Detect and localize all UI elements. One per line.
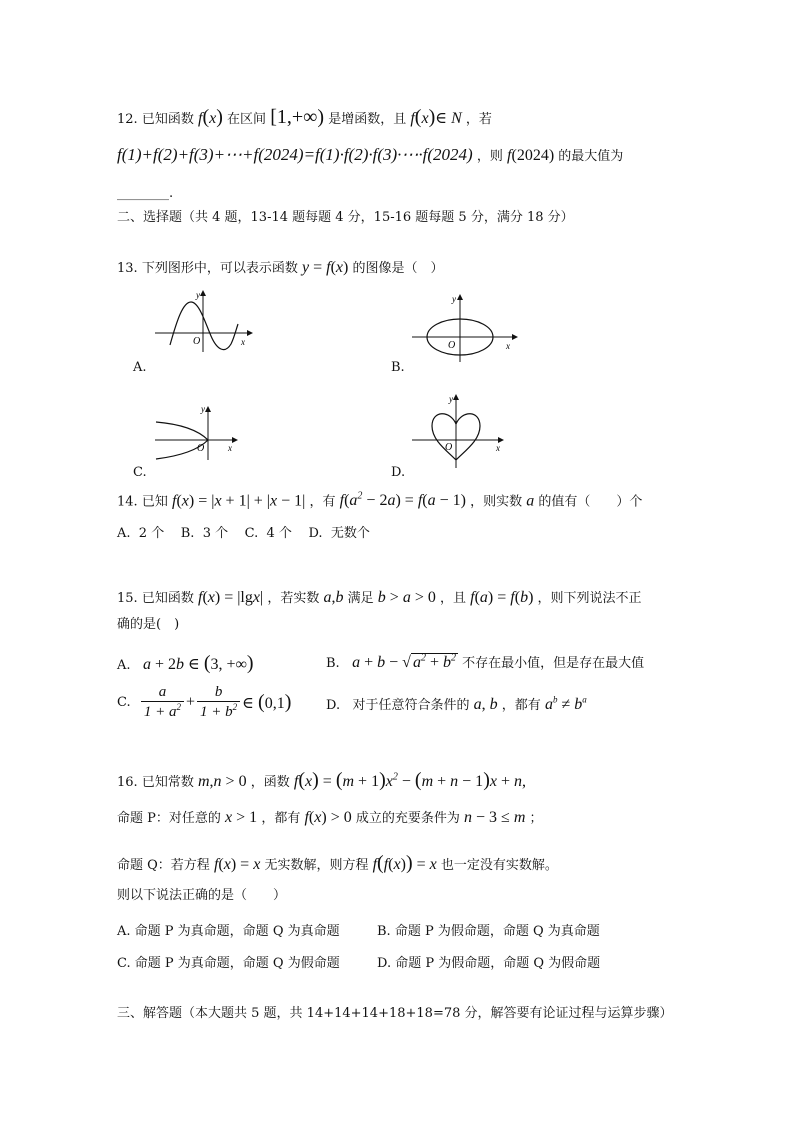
x-axis-label: x: [228, 443, 232, 453]
math-n-minus-3-le-m: n − 3 ≤ m: [464, 809, 526, 826]
q15-stem-line1: 15. 已知函数 f(x) = |lgx| ，若实数 a,b 满足 b > a > 0 ，且 f(a) = f(b) ，则下列说法不正: [117, 589, 642, 606]
math-fx-gt-0: f(x) > 0: [304, 809, 352, 826]
math-equation-a: $f(a^2 - 2a) = f(a - 1)$: [339, 491, 466, 510]
q13-option-d-label[interactable]: D.: [391, 465, 406, 480]
math-x-gt-1: x > 1: [225, 809, 258, 826]
sine-curve: [170, 302, 238, 350]
x-axis-label: x: [496, 443, 500, 453]
q15-number: 15.: [117, 591, 138, 606]
q13-option-a-label[interactable]: A.: [133, 360, 147, 375]
q14-number: 14.: [117, 494, 138, 510]
y-axis-label: y: [201, 404, 205, 414]
origin-label: O: [448, 340, 456, 351]
y-axis-arrow: [453, 394, 459, 400]
math-fx-eq-x: f(x) = x: [213, 856, 261, 873]
x-axis-label: x: [241, 337, 245, 347]
math-fx-in-N: f(x)∈ N: [410, 106, 462, 128]
q16-option-a[interactable]: A. 命题 P 为真命题，命题 Q 为真命题: [117, 924, 340, 939]
q13-option-b-label[interactable]: B.: [391, 360, 405, 375]
origin-label: O: [197, 443, 205, 454]
q14-option-b[interactable]: B. 3 个: [180, 526, 229, 541]
q14-option-d[interactable]: D. 无数个: [308, 526, 370, 541]
q14-options: [117, 526, 370, 543]
q13-number: 13.: [117, 261, 138, 276]
section2-heading: 二、选择题（共 4 题，13-14 题每题 4 分，15-16 题每题 5 分，满分 18 分）: [117, 210, 574, 225]
x-axis-label: x: [506, 341, 510, 351]
q16-question: 则以下说法正确的是（ ）: [117, 888, 287, 903]
q12-line1: 12. 已知函数 f(x) 在区间 [1,+∞) 是增函数，且 f(x)∈ N ，若: [117, 106, 492, 128]
q16-number: 16.: [117, 775, 138, 790]
y-axis-arrow: [457, 294, 463, 300]
math-fx-abs-sum: f(x) = |x + 1| + |x − 1|: [171, 492, 306, 510]
q12-answer-blank[interactable]: ________.: [117, 186, 174, 201]
q16-option-d[interactable]: D. 命题 P 为假命题，命题 Q 为假命题: [377, 956, 601, 971]
math-ffx-eq-x: f(f(x)) = x: [372, 852, 437, 874]
q15-option-a[interactable]: A. a + 2b ∈ (3, +∞): [117, 652, 254, 674]
math-optB: a + b − √ $a^2 + b^2$: [352, 652, 456, 671]
graph-b-ellipse[interactable]: [412, 292, 522, 372]
q16-option-b[interactable]: B. 命题 P 为假命题，命题 Q 为真命题: [377, 924, 600, 939]
math-f2024: f(2024): [507, 147, 555, 164]
y-axis-label: y: [452, 294, 456, 304]
q13-stem: 13. 下列图形中，可以表示函数 y = f(x) 的图像是（ ）: [117, 259, 444, 276]
q16-proposition-q: 命题 Q：若方程 f(x) = x 无实数解，则方程 f(f(x)) = x 也一定没有实数解。: [117, 852, 558, 874]
math-optA: a + 2b ∈ (3, +∞): [142, 652, 254, 674]
math-interval: [1,+∞): [270, 106, 325, 128]
origin-label: O: [193, 336, 201, 347]
q16-stem: 16. 已知常数 m,n > 0 ，函数 $f(x) = (m + 1)x^2 - (m + n - 1)x + n$,: [117, 769, 526, 791]
math-sum-product: f(1)+f(2)+f(3)+⋯+f(2024)=f(1)·f(2)·f(3)·⋯·f(2024): [117, 145, 473, 164]
math-a: a: [526, 492, 535, 510]
math-fa-eq-fb: f(a) = f(b): [470, 589, 534, 606]
q15-option-b[interactable]: B. a + b − √ $a^2 + b^2$ 不存在最小值，但是存在最大值: [326, 652, 645, 671]
q15-option-d[interactable]: D. 对于任意符合条件的 a, b ，都有 $a^b \ne b^a$: [326, 694, 587, 713]
math-ab-d: a, b: [473, 696, 498, 713]
graph-a-sine-curve[interactable]: [155, 290, 255, 360]
q16-proposition-p: 命题 P：对任意的 x > 1 ，都有 f(x) > 0 成立的充要条件为 n − 3 ≤ m ；: [117, 809, 543, 826]
q15-stem-line2: 确的是( ): [117, 617, 180, 632]
math-y-eq-fx: y = f(x): [301, 259, 349, 276]
q14-stem: 14. 已知 f(x) = |x + 1| + |x − 1| ，有 $f(a^2 - 2a) = f(a - 1)$ ，则实数 a 的值有（ ）个: [117, 491, 643, 510]
q12-number: 12.: [117, 112, 138, 127]
y-axis-arrow: [205, 406, 211, 412]
math-frac-a: $\frac{a}{1 + a^2}$: [141, 684, 184, 721]
section3-heading: 三、解答题（本大题共 5 题，共 14+14+14+18+18=78 分，解答要有论证过程与运算步骤）: [117, 1006, 673, 1021]
x-axis-arrow: [232, 437, 238, 443]
math-frac-b: $\frac{b}{1 + b^2}$: [197, 684, 240, 721]
y-axis-arrow: [200, 290, 206, 296]
origin-label: O: [445, 442, 453, 453]
q16-option-c[interactable]: C. 命题 P 为真命题，命题 Q 为假命题: [117, 956, 340, 971]
graph-c-sideways-parabola[interactable]: [150, 404, 250, 464]
math-b-gt-a-gt-0: b > a > 0: [377, 589, 436, 606]
math-fx-abs-lg: f(x) = |lgx|: [197, 589, 264, 606]
y-axis-label: y: [449, 394, 453, 404]
math-fx: f(x): [197, 106, 223, 128]
x-axis-arrow: [512, 334, 518, 340]
q14-option-a[interactable]: A. 2 个: [117, 526, 165, 541]
y-axis-label: y: [196, 290, 200, 300]
q12-line2: f(1)+f(2)+f(3)+⋯+f(2024)=f(1)·f(2)·f(3)·⋯·f(2024) ，则 f(2024) 的最大值为: [117, 145, 624, 164]
math-fx-quadratic: $f(x) = (m + 1)x^2 - (m + n - 1)x + n$,: [293, 769, 526, 791]
math-mn-gt-0: m,n > 0: [197, 773, 247, 790]
q14-option-c[interactable]: C. 4 个: [244, 526, 292, 541]
q15-option-c[interactable]: C. $\frac{a}{1 + a^2}$ + $\frac{b}{1 + b^2}$ ∈ (0,1): [117, 684, 292, 720]
math-ab: a,b: [323, 589, 344, 606]
q13-option-c-label[interactable]: C.: [133, 465, 147, 480]
graph-d-heart-curve[interactable]: [412, 392, 512, 472]
math-a-pow-b-neq-b-pow-a: $a^b \ne b^a$: [544, 694, 587, 713]
x-axis-arrow: [247, 330, 253, 336]
